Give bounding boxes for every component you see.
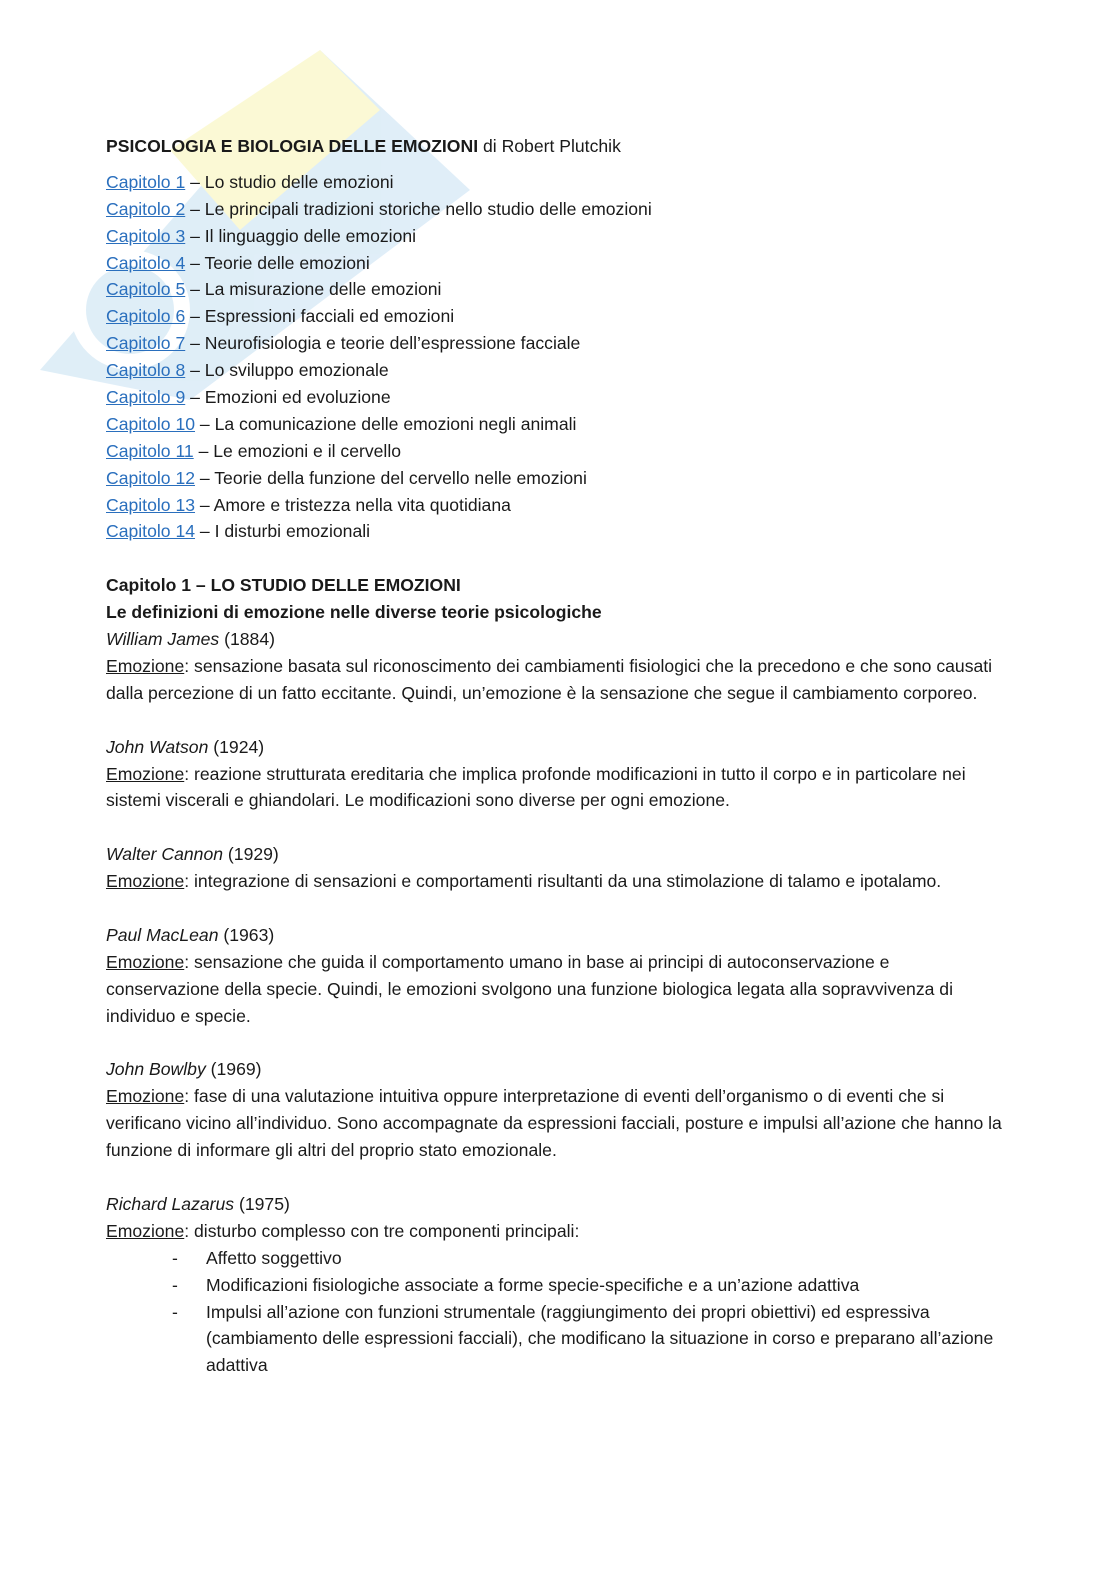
toc-item-text: – Le principali tradizioni storiche nello studio delle emozioni [185, 198, 652, 219]
toc-link-capitolo-3[interactable]: Capitolo 3 [106, 225, 186, 246]
toc-item [106, 303, 1006, 330]
term-label: Emozione [106, 763, 185, 784]
author-name: John Watson [106, 736, 209, 757]
section-heading: Le definizioni di emozione nelle diverse teorie psicologiche [106, 602, 602, 623]
list-item-text: Modificazioni fisiologiche associate a forme specie-specifiche e a un’azione adattiva [206, 1274, 860, 1295]
toc-item [106, 492, 1006, 519]
toc-item [106, 518, 1006, 545]
list-item [106, 1299, 1006, 1380]
author-year: (1975) [234, 1193, 290, 1214]
title-bold: PSICOLOGIA E BIOLOGIA DELLE EMOZIONI [106, 136, 479, 156]
definition-block [106, 841, 1006, 895]
term-label: Emozione [106, 1220, 185, 1241]
toc-item-text: – Lo studio delle emozioni [185, 171, 394, 192]
list-item-text: Affetto soggettivo [206, 1247, 342, 1268]
definition-block [106, 1056, 1006, 1164]
list-item [106, 1272, 1006, 1299]
toc-item [106, 330, 1006, 357]
toc-link-capitolo-5[interactable]: Capitolo 5 [106, 279, 186, 300]
list-item [106, 1245, 1006, 1272]
toc-item-text: – Amore e tristezza nella vita quotidiana [195, 494, 511, 515]
document-title [106, 133, 1006, 160]
definition-block [106, 626, 1006, 707]
table-of-contents [106, 169, 1006, 545]
title-author: di Robert Plutchik [478, 136, 621, 156]
definition-text: : reazione strutturata ereditaria che implica profonde modificazioni in tutto il corpo e in particolare nei sistemi viscerali e ghiandolari. Le modificazioni sono diverse per ogni emozione. [106, 763, 966, 811]
toc-item-text: – Teorie della funzione del cervello nelle emozioni [195, 467, 587, 488]
bullet-marker: - [172, 1247, 178, 1268]
bullet-marker: - [172, 1301, 178, 1322]
chapter-heading: Capitolo 1 – LO STUDIO DELLE EMOZIONI [106, 575, 461, 596]
toc-item [106, 276, 1006, 303]
toc-item [106, 465, 1006, 492]
author-name: Walter Cannon [106, 844, 224, 865]
toc-link-capitolo-14[interactable]: Capitolo 14 [106, 521, 196, 542]
author-year: (1969) [205, 1059, 262, 1080]
toc-item [106, 250, 1006, 277]
toc-item [106, 357, 1006, 384]
author-year: (1924) [208, 736, 265, 757]
toc-item [106, 411, 1006, 438]
toc-link-capitolo-6[interactable]: Capitolo 6 [106, 306, 186, 327]
toc-item-text: – La comunicazione delle emozioni negli animali [195, 413, 577, 434]
definition-text: : disturbo complesso con tre componenti principali: [184, 1220, 580, 1241]
author-name: Richard Lazarus [106, 1193, 235, 1214]
toc-item-text: – Il linguaggio delle emozioni [185, 225, 417, 246]
toc-item [106, 223, 1006, 250]
author-name: John Bowlby [106, 1059, 206, 1080]
term-label: Emozione [106, 871, 185, 892]
definition-block [106, 1191, 1006, 1379]
term-label: Emozione [106, 1086, 185, 1107]
author-year: (1884) [219, 629, 275, 650]
toc-item-text: – La misurazione delle emozioni [185, 279, 442, 300]
bullet-marker: - [172, 1274, 178, 1295]
toc-link-capitolo-1[interactable]: Capitolo 1 [106, 171, 186, 192]
definition-block [106, 734, 1006, 815]
author-name: Paul MacLean [106, 924, 219, 945]
toc-link-capitolo-2[interactable]: Capitolo 2 [106, 198, 186, 219]
toc-item-text: – Emozioni ed evoluzione [185, 387, 391, 408]
document-page [106, 133, 1006, 1379]
toc-item-text: – Teorie delle emozioni [185, 252, 370, 273]
definition-text: : integrazione di sensazioni e comportamenti risultanti da una stimolazione di talamo e ipotalamo. [184, 871, 942, 892]
toc-link-capitolo-12[interactable]: Capitolo 12 [106, 467, 196, 488]
author-year: (1963) [218, 924, 275, 945]
term-label: Emozione [106, 655, 185, 676]
toc-link-capitolo-4[interactable]: Capitolo 4 [106, 252, 186, 273]
toc-item-text: – Espressioni facciali ed emozioni [185, 306, 455, 327]
definition-block [106, 922, 1006, 1030]
toc-item-text: – I disturbi emozionali [195, 521, 371, 542]
list-item-text: Impulsi all’azione con funzioni strumentale (raggiungimento dei propri obiettivi) ed espressiva (cambiamento delle espressioni facciali), che modificano la situazione in corso e preparano all’azione adattiva [206, 1301, 994, 1376]
toc-link-capitolo-13[interactable]: Capitolo 13 [106, 494, 196, 515]
toc-link-capitolo-7[interactable]: Capitolo 7 [106, 333, 186, 354]
definition-text: : fase di una valutazione intuitiva oppure interpretazione di eventi dell’organismo o di eventi che si verificano vicino all’individuo. Sono accompagnate da espressioni facciali, posture e impulsi all’azione che hanno la funzione di informare gli altri del proprio stato emozionale. [106, 1086, 1002, 1161]
author-year: (1929) [223, 844, 279, 865]
toc-item-text: – Neurofisiologia e teorie dell’espressione facciale [185, 333, 581, 354]
toc-item [106, 438, 1006, 465]
toc-link-capitolo-10[interactable]: Capitolo 10 [106, 413, 196, 434]
definition-text: : sensazione che guida il comportamento umano in base ai principi di autoconservazione e conservazione della specie. Quindi, le emozioni svolgono una funzione biologica legata alla sopravvivenza di individuo e specie. [106, 951, 953, 1026]
toc-link-capitolo-9[interactable]: Capitolo 9 [106, 387, 186, 408]
toc-link-capitolo-8[interactable]: Capitolo 8 [106, 360, 186, 381]
toc-item-text: – Le emozioni e il cervello [193, 440, 402, 461]
toc-item-text: – Lo sviluppo emozionale [185, 360, 389, 381]
toc-link-capitolo-11[interactable]: Capitolo 11 [106, 440, 194, 461]
toc-item [106, 169, 1006, 196]
definition-text: : sensazione basata sul riconoscimento dei cambiamenti fisiologici che la precedono e che sono causati dalla percezione di un fatto eccitante. Quindi, un’emozione è la sensazione che segue il cambiamento corporeo. [106, 655, 993, 703]
term-label: Emozione [106, 951, 185, 972]
components-list [106, 1245, 1006, 1380]
author-name: William James [106, 629, 220, 650]
toc-item [106, 196, 1006, 223]
toc-item [106, 384, 1006, 411]
